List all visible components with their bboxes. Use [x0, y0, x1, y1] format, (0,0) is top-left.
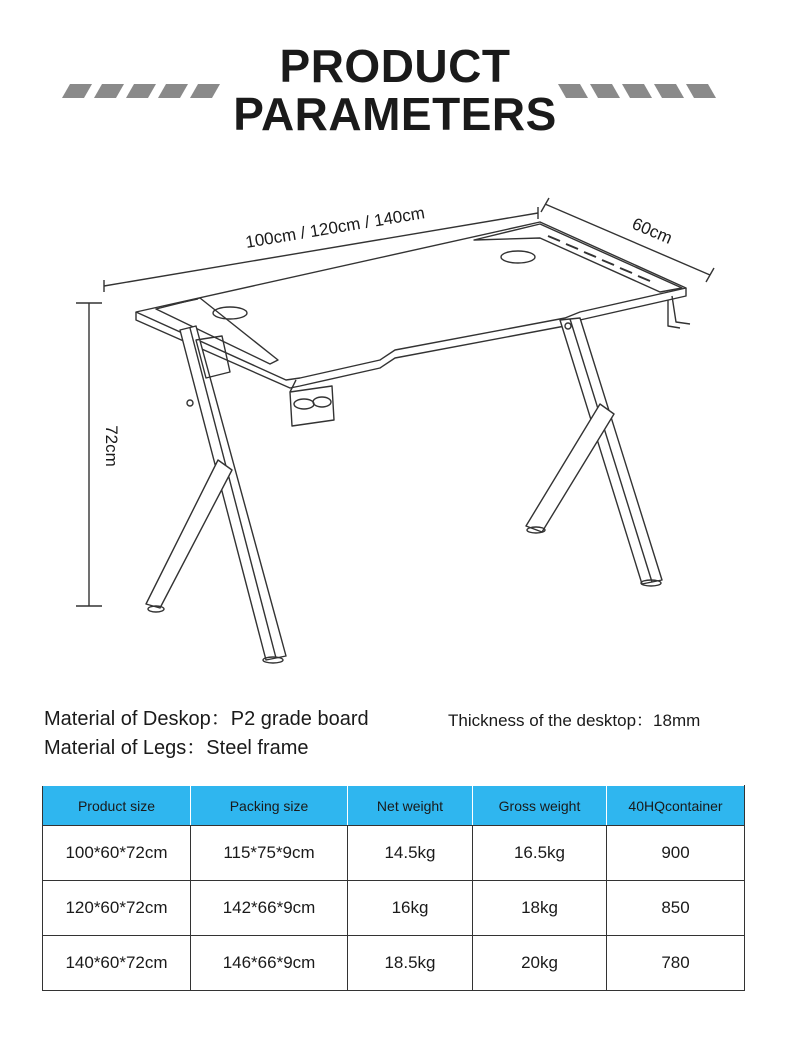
- page-title-line2: PARAMETERS: [233, 88, 557, 140]
- cell-net-weight: 14.5kg: [348, 826, 473, 881]
- header-product-size: Product size: [43, 786, 191, 826]
- cell-gross-weight: 16.5kg: [473, 826, 607, 881]
- header-container: 40HQcontainer: [607, 786, 745, 826]
- table-header-row: [43, 786, 745, 826]
- cell-gross-weight: 18kg: [473, 881, 607, 936]
- depth-dimension-label: 60cm: [629, 214, 675, 248]
- cell-packing-size: 146*66*9cm: [191, 936, 348, 991]
- decorative-stripes-right: [558, 84, 718, 98]
- decorative-stripes-left: [62, 84, 222, 98]
- table-row: [43, 936, 745, 991]
- width-dimension-label: 100cm / 120cm / 140cm: [244, 203, 427, 252]
- desktop-thickness-text: Thickness of the desktop：18mm: [448, 711, 701, 730]
- desktop-material-text: Material of Deskop：P2 grade board: [44, 708, 369, 730]
- table-row: [43, 826, 745, 881]
- cell-gross-weight: 20kg: [473, 936, 607, 991]
- cell-net-weight: 16kg: [348, 881, 473, 936]
- page-title-line1: PRODUCT: [279, 40, 511, 92]
- height-dimension-label: 72cm: [102, 425, 121, 467]
- header-net-weight: Net weight: [348, 786, 473, 826]
- legs-material-text: Material of Legs：Steel frame: [44, 737, 309, 759]
- cell-product-size: 140*60*72cm: [43, 936, 191, 991]
- header-gross-weight: Gross weight: [473, 786, 607, 826]
- cell-product-size: 100*60*72cm: [43, 826, 191, 881]
- desk-drawing: [0, 185, 790, 675]
- cell-container: 780: [607, 936, 745, 991]
- parameters-table: [42, 785, 745, 991]
- cell-packing-size: 115*75*9cm: [191, 826, 348, 881]
- cell-product-size: 120*60*72cm: [43, 881, 191, 936]
- cell-net-weight: 18.5kg: [348, 936, 473, 991]
- cell-container: 850: [607, 881, 745, 936]
- cell-packing-size: 142*66*9cm: [191, 881, 348, 936]
- header-packing-size: Packing size: [191, 786, 348, 826]
- table-row: [43, 881, 745, 936]
- cell-container: 900: [607, 826, 745, 881]
